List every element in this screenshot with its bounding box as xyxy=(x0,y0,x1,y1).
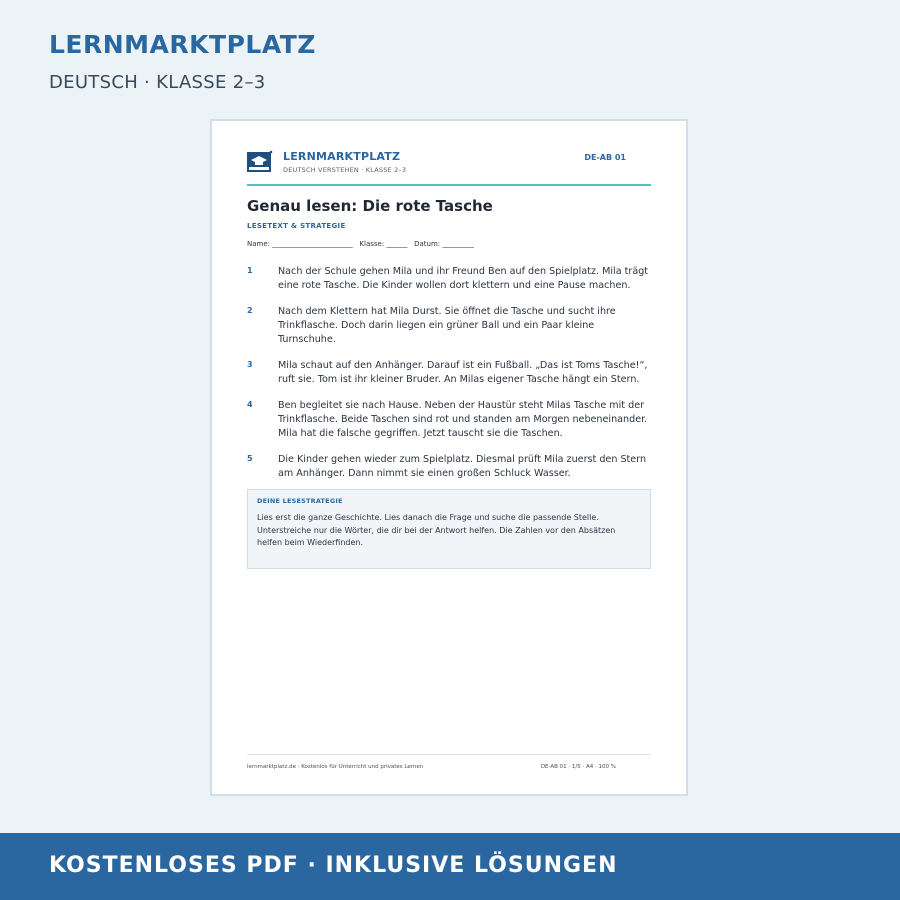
worksheet-brand: LERNMARKTPLATZ xyxy=(283,150,401,163)
paragraph-number: 4 xyxy=(247,400,253,409)
graduation-cap-book-icon xyxy=(247,150,273,174)
paragraph-text: Die Kinder gehen wieder zum Spielplatz. Diesmal prüft Mila zuerst den Stern am Anhänger. Dann nimmt sie einen großen Schluck Wasser. xyxy=(278,454,647,479)
paragraph-number: 2 xyxy=(247,306,253,315)
paragraph xyxy=(247,453,651,481)
header-divider xyxy=(247,184,651,186)
section-label: LESETEXT & STRATEGIE xyxy=(247,222,346,230)
footer-divider xyxy=(247,754,651,755)
worksheet-brand-subtitle: DEUTSCH VERSTEHEN · KLASSE 2–3 xyxy=(283,166,407,174)
paragraph-number: 5 xyxy=(247,454,253,463)
brand-title: LERNMARKTPLATZ xyxy=(49,30,316,59)
worksheet-code: DE-AB 01 xyxy=(584,153,626,162)
paragraph xyxy=(247,359,651,387)
footer-left: lernmarktplatz.de · Kostenlos für Unterricht und privates Lernen xyxy=(247,764,424,770)
strategy-title: DEINE LESESTRATEGIE xyxy=(257,497,343,505)
paragraph xyxy=(247,399,651,441)
banner-text: KOSTENLOSES PDF · INKLUSIVE LÖSUNGEN xyxy=(49,853,618,878)
paragraph-number: 3 xyxy=(247,360,253,369)
name-class-date-line: Name: _______________________ Klasse: ______ Datum: _________ xyxy=(247,240,474,248)
bottom-banner xyxy=(0,833,900,900)
worksheet-content xyxy=(247,121,651,794)
paragraph-text: Nach der Schule gehen Mila und ihr Freund Ben auf den Spielplatz. Mila trägt eine rote Tasche. Die Kinder wollen dort klettern und eine Pause machen. xyxy=(278,266,649,291)
reading-text xyxy=(247,265,651,493)
worksheet-preview xyxy=(210,119,688,796)
paragraph-number: 1 xyxy=(247,266,253,275)
paragraph-text: Ben begleitet sie nach Hause. Neben der Haustür steht Milas Tasche mit der Trinkflasche. Beide Taschen sind rot und standen am Morgen nebeneinander. Mila hat die falsche gegriffen. Jetzt tauscht sie die Taschen. xyxy=(278,400,648,439)
brand-subtitle: DEUTSCH · KLASSE 2–3 xyxy=(49,72,266,93)
paragraph xyxy=(247,265,651,293)
paragraph xyxy=(247,305,651,347)
strategy-box xyxy=(247,489,651,569)
strategy-text: Lies erst die ganze Geschichte. Lies danach die Frage und suche die passende Stelle. Unterstreiche nur die Wörter, die dir bei der Antwort helfen. Die Zahlen vor den Absätzen helfen beim Wiederfinden. xyxy=(257,513,616,547)
worksheet-title: Genau lesen: Die rote Tasche xyxy=(247,197,493,215)
paragraph-text: Mila schaut auf den Anhänger. Darauf ist ein Fußball. „Das ist Toms Tasche!“, ruft sie. Tom ist ihr kleiner Bruder. An Milas eigener Tasche hängt ein Stern. xyxy=(278,360,648,385)
paragraph-text: Nach dem Klettern hat Mila Durst. Sie öffnet die Tasche und sucht ihre Trinkflasche. Doch darin liegen ein grüner Ball und ein Paar kleine Turnschuhe. xyxy=(278,306,616,345)
footer-right: DE-AB 01 · 1/5 · A4 · 100 % xyxy=(540,764,616,770)
